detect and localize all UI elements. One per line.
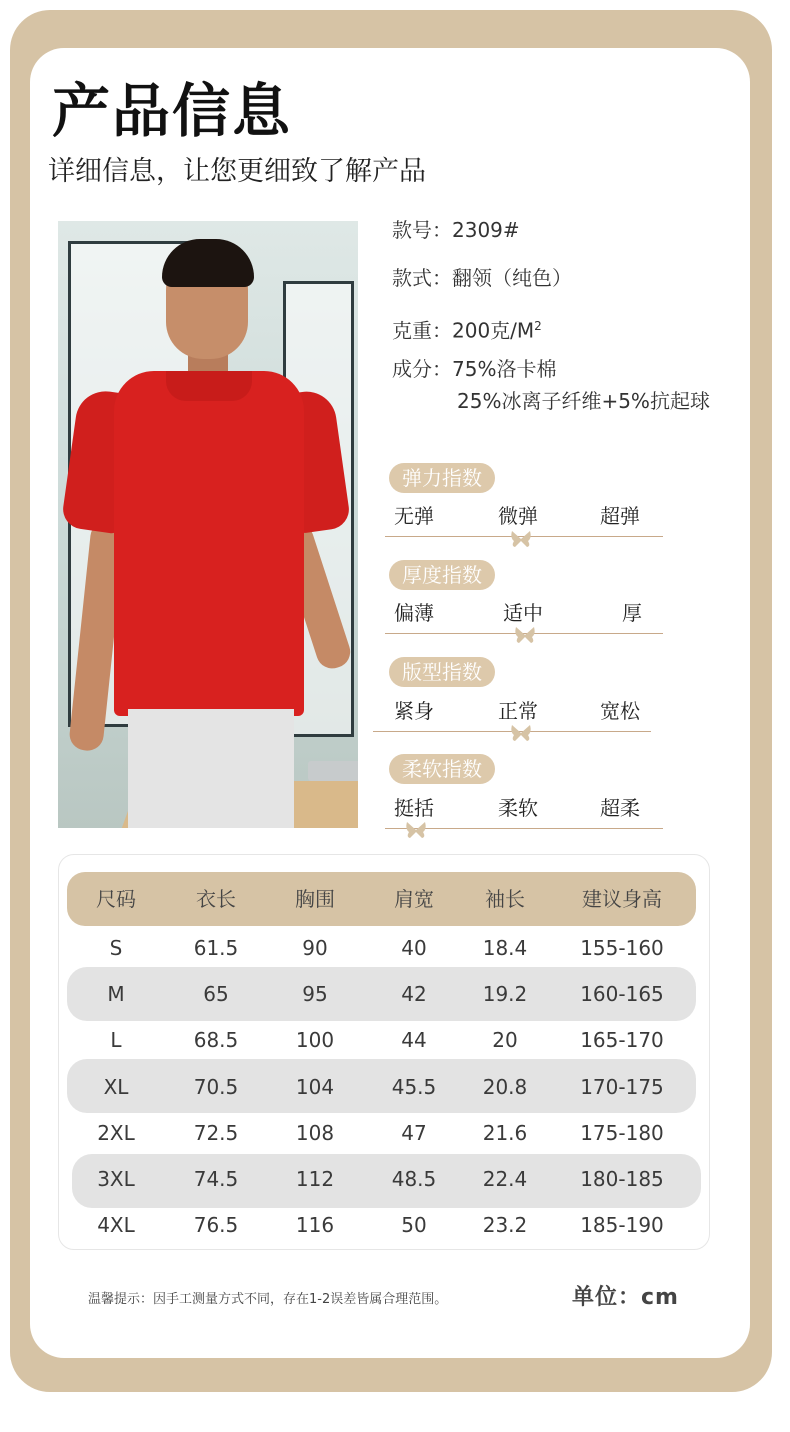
table-cell: 90 (302, 936, 328, 960)
table-cell: 72.5 (193, 1121, 239, 1145)
elasticity-option: 超弹 (600, 504, 640, 528)
table-cell: 170-175 (580, 1075, 664, 1099)
table-cell: 22.4 (482, 1167, 528, 1191)
table-cell: 74.5 (193, 1167, 239, 1191)
table-cell: 76.5 (193, 1213, 239, 1237)
softness-option: 挺括 (394, 796, 434, 820)
butterfly-marker-icon (514, 626, 536, 644)
table-cell: 65 (203, 982, 229, 1006)
fit-option: 正常 (498, 699, 538, 723)
fit-option: 宽松 (600, 699, 640, 723)
butterfly-marker-icon (510, 530, 532, 548)
thickness-option: 厚 (622, 601, 642, 625)
table-cell: 68.5 (193, 1028, 239, 1052)
elasticity-option: 无弹 (394, 504, 434, 528)
table-cell: 50 (401, 1213, 427, 1237)
table-cell: 48.5 (391, 1167, 437, 1191)
spec-style-no: 款号：2309# (392, 218, 520, 242)
table-cell: L (110, 1028, 122, 1052)
table-cell: 95 (302, 982, 328, 1006)
table-cell: S (109, 936, 123, 960)
table-cell: 180-185 (580, 1167, 664, 1191)
fit-option: 紧身 (394, 699, 434, 723)
table-cell: 104 (295, 1075, 335, 1099)
page-subtitle: 详细信息，让您更细致了解产品 (48, 156, 426, 187)
spec-weight-text: 克重：200克/M (392, 318, 535, 343)
butterfly-marker-icon (405, 821, 427, 839)
table-cell: 112 (295, 1167, 335, 1191)
table-cell: 20.8 (482, 1075, 528, 1099)
table-cell: 21.6 (482, 1121, 528, 1145)
spec-weight-sup: 2 (534, 319, 542, 333)
table-cell: 47 (401, 1121, 427, 1145)
table-header-cell: 胸围 (295, 887, 335, 911)
page-title: 产品信息 (52, 77, 293, 145)
measurement-note: 温馨提示：因手工测量方式不同，存在1-2误差皆属合理范围。 (88, 1292, 448, 1307)
table-cell: 19.2 (482, 982, 528, 1006)
unit-label: 单位：cm (572, 1285, 679, 1310)
table-cell: 160-165 (580, 982, 664, 1006)
table-cell: 155-160 (580, 936, 664, 960)
softness-index-badge: 柔软指数 (389, 754, 495, 784)
table-cell: 44 (401, 1028, 427, 1052)
elasticity-option: 微弹 (498, 504, 538, 528)
table-cell: XL (103, 1075, 129, 1099)
table-cell: 40 (401, 936, 427, 960)
table-cell: M (107, 982, 125, 1006)
fit-index-badge: 版型指数 (389, 657, 495, 687)
table-header-cell: 袖长 (485, 887, 525, 911)
table-cell: 185-190 (580, 1213, 664, 1237)
spec-style: 款式：翻领（纯色） (392, 266, 572, 290)
spec-composition: 成分：75%洛卡棉 (392, 357, 557, 381)
table-header-cell: 尺码 (96, 887, 136, 911)
spec-weight (392, 310, 542, 347)
table-cell: 70.5 (193, 1075, 239, 1099)
table-cell: 20 (492, 1028, 518, 1052)
table-cell: 116 (295, 1213, 335, 1237)
table-cell: 165-170 (580, 1028, 664, 1052)
table-cell: 108 (295, 1121, 335, 1145)
table-cell: 18.4 (482, 936, 528, 960)
table-cell: 175-180 (580, 1121, 664, 1145)
table-cell: 3XL (97, 1167, 135, 1191)
table-cell: 2XL (97, 1121, 135, 1145)
table-cell: 61.5 (193, 936, 239, 960)
thickness-index-badge: 厚度指数 (389, 560, 495, 590)
table-cell: 23.2 (482, 1213, 528, 1237)
table-cell: 4XL (97, 1213, 135, 1237)
elasticity-index-badge: 弹力指数 (389, 463, 495, 493)
table-header-cell: 肩宽 (394, 887, 434, 911)
table-cell: 45.5 (391, 1075, 437, 1099)
table-cell: 42 (401, 982, 427, 1006)
table-header-cell: 衣长 (196, 887, 236, 911)
thickness-option: 偏薄 (394, 601, 434, 625)
softness-option: 柔软 (498, 796, 538, 820)
table-header-cell: 建议身高 (582, 887, 662, 911)
spec-composition-2: 25%冰离子纤维+5%抗起球 (457, 389, 710, 413)
butterfly-marker-icon (510, 724, 532, 742)
product-photo (58, 221, 358, 828)
thickness-option: 适中 (503, 601, 543, 625)
softness-option: 超柔 (600, 796, 640, 820)
table-cell: 100 (295, 1028, 335, 1052)
